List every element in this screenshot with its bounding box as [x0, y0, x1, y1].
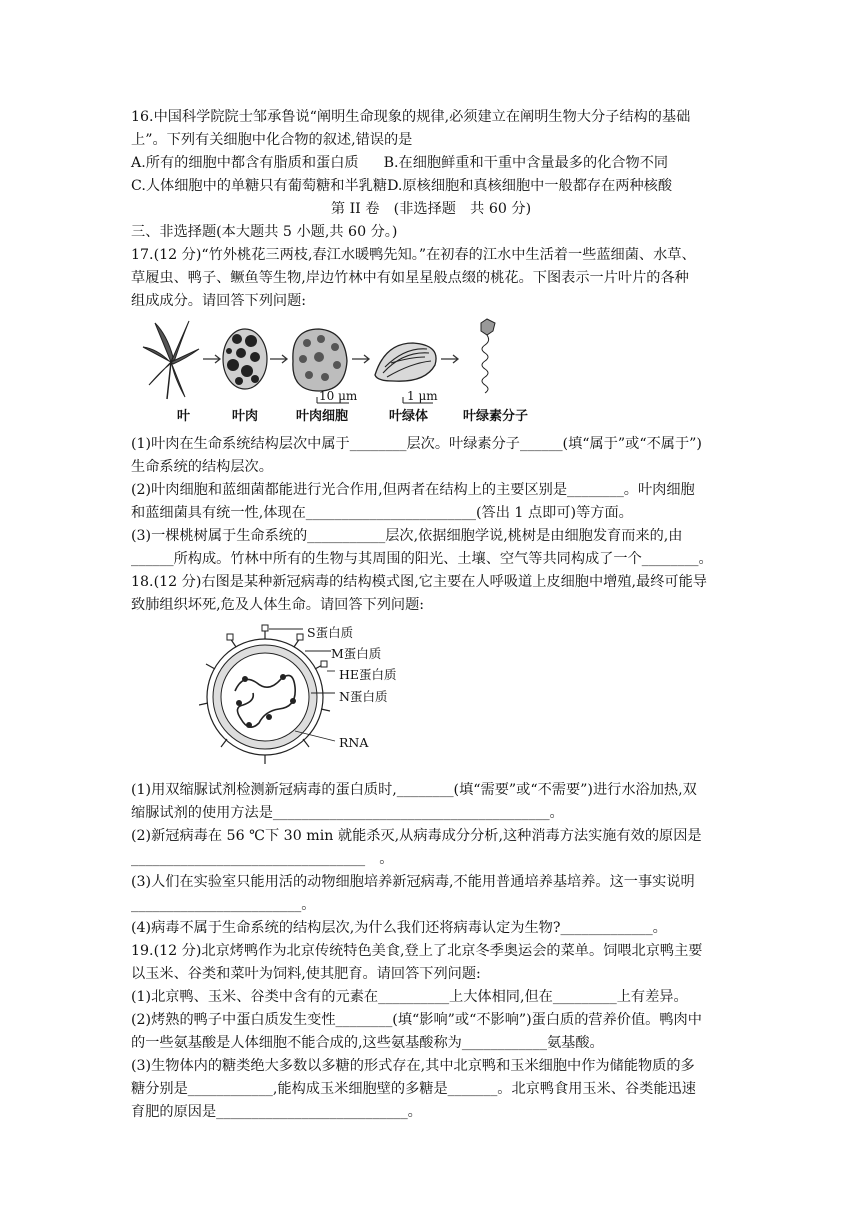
q19-sub2-line2: 的一些氨基酸是人体细胞不能合成的,这些氨基酸称为____________氨基酸。	[131, 1035, 604, 1051]
q18-sub4: (4)病毒不属于生命系统的结构层次,为什么我们还将病毒认定为生物?_____________。	[131, 920, 667, 936]
virus-structure-figure	[131, 621, 731, 771]
mesophyll-drawing	[223, 329, 267, 389]
label-chloroplast: 叶绿体	[389, 409, 429, 424]
scale-bar-1um: 1 μm	[407, 389, 438, 403]
leaf-drawing	[143, 321, 199, 399]
q19-sub3-line2: 糖分别是____________,能构成玉米细胞壁的多糖是_______。北京鸭食用玉米、谷类能迅速	[131, 1081, 696, 1097]
q17-sub3-line1: (3)一棵桃树属于生命系统的___________层次,依据细胞学说,桃树是由细胞发育而来的,由	[131, 528, 683, 544]
leaf-composition-figure	[131, 317, 731, 427]
q17-sub3-line2: ______所构成。竹林中所有的生物与其周围的阳光、土壤、空气等共同构成了一个________。	[131, 551, 713, 567]
q17-line2: 草履虫、鸭子、鳜鱼等生物,岸边竹林中有如星星般点缀的桃花。下图表示一片叶片的各种	[131, 270, 689, 286]
label-he-protein: HE蛋白质	[339, 667, 397, 682]
label-mesophyll: 叶肉	[232, 409, 259, 424]
section-title: 第 II 卷 (非选择题 共 60 分)	[330, 201, 532, 217]
q16-option-b: B.在细胞鲜重和干重中含量最多的化合物不同	[383, 155, 669, 171]
q18-line2: 致肺组织坏死,危及人体生命。请回答下列问题:	[131, 597, 425, 613]
section-heading: 三、非选择题(本大题共 5 小题,共 60 分。)	[131, 224, 398, 240]
q16-options-cd	[131, 175, 731, 198]
label-leaf: 叶	[177, 409, 191, 424]
q16-option-c: C.人体细胞中的单糖只有葡萄糖和半乳糖	[131, 178, 388, 194]
q18-sub2-line1: (2)新冠病毒在 56 ℃下 30 min 就能杀灭,从病毒成分分析,这种消毒方法实施有效的原因是	[131, 828, 702, 844]
scale-bar-10um: 10 μm	[319, 389, 358, 403]
q19-line2: 以玉米、谷类和菜叶为饲料,使其肥育。请回答下列问题:	[131, 966, 481, 982]
exam-page	[131, 106, 731, 1124]
q18-sub1-line1: (1)用双缩脲试剂检测新冠病毒的蛋白质时,________(填“需要”或“不需要”)进行水浴加热,双	[131, 782, 697, 798]
label-chlorophyll: 叶绿素分子	[463, 409, 529, 424]
q16-option-a: A.所有的细胞中都含有脂质和蛋白质	[131, 155, 359, 171]
q19-sub2-line1: (2)烤熟的鸭子中蛋白质发生变性________(填“影响”或“不影响”)蛋白质的营养价值。鸭肉中	[131, 1012, 702, 1028]
q18-sub1-line2: 缩脲试剂的使用方法是_______________________________________。	[131, 805, 564, 821]
q17-sub2-line1: (2)叶肉细胞和蓝细菌都能进行光合作用,但两者在结构上的主要区别是________。叶肉细胞	[131, 482, 695, 498]
q18-sub3-line1: (3)人们在实验室只能用活的动物细胞培养新冠病毒,不能用普通培养基培养。这一事实说明	[131, 874, 695, 890]
q19-sub1: (1)北京鸭、玉米、谷类中含有的元素在__________上大体相同,但在_________上有差异。	[131, 989, 688, 1005]
q19-sub3-line3: 育肥的原因是___________________________。	[131, 1104, 422, 1120]
q16-stem-line2: 上”。下列有关细胞中化合物的叙述,错误的是	[131, 132, 413, 148]
q17-line3: 组成成分。请回答下列问题:	[131, 293, 307, 309]
q17-sub1-line1: (1)叶肉在生命系统结构层次中属于________层次。叶绿素分子______(填“属于”或“不属于”)	[131, 436, 702, 452]
q16-stem-line1: 16.中国科学院院士邹承鲁说“阐明生命现象的规律,必须建立在阐明生物大分子结构的基础	[131, 109, 691, 125]
label-rna: RNA	[339, 735, 369, 750]
q18-line1: 18.(12 分)右图是某种新冠病毒的结构模式图,它主要在人呼吸道上皮细胞中增殖,最终可能导	[131, 574, 707, 590]
label-mesophyll-cell: 叶肉细胞	[296, 409, 349, 424]
q17-sub1-line2: 生命系统的结构层次。	[131, 459, 273, 475]
label-n-protein: N蛋白质	[339, 689, 388, 704]
q18-sub2-line2: _________________________________ 。	[131, 851, 394, 867]
q19-line1: 19.(12 分)北京烤鸭作为北京传统特色美食,登上了北京冬季奥运会的菜单。饲喂北京鸭主要	[131, 943, 703, 959]
q19-sub3-line1: (3)生物体内的糖类绝大多数以多糖的形式存在,其中北京鸭和玉米细胞中作为储能物质的多	[131, 1058, 695, 1074]
label-m-protein: M蛋白质	[331, 646, 382, 661]
q16-options-ab	[131, 152, 731, 175]
q17-line1: 17.(12 分)“竹外桃花三两枝,春江水暖鸭先知。”在初春的江水中生活着一些蓝细菌、水草、	[131, 247, 696, 263]
q17-sub2-line2: 和蓝细菌具有统一性,体现在________________________(答出 1 点即可)等方面。	[131, 505, 633, 521]
label-s-protein: S蛋白质	[307, 625, 354, 640]
q16-option-d: D.原核细胞和真核细胞中一般都存在两种核酸	[387, 178, 673, 194]
chlorophyll-molecule-drawing	[481, 319, 495, 393]
q18-sub3-line2: ________________________。	[131, 897, 316, 913]
